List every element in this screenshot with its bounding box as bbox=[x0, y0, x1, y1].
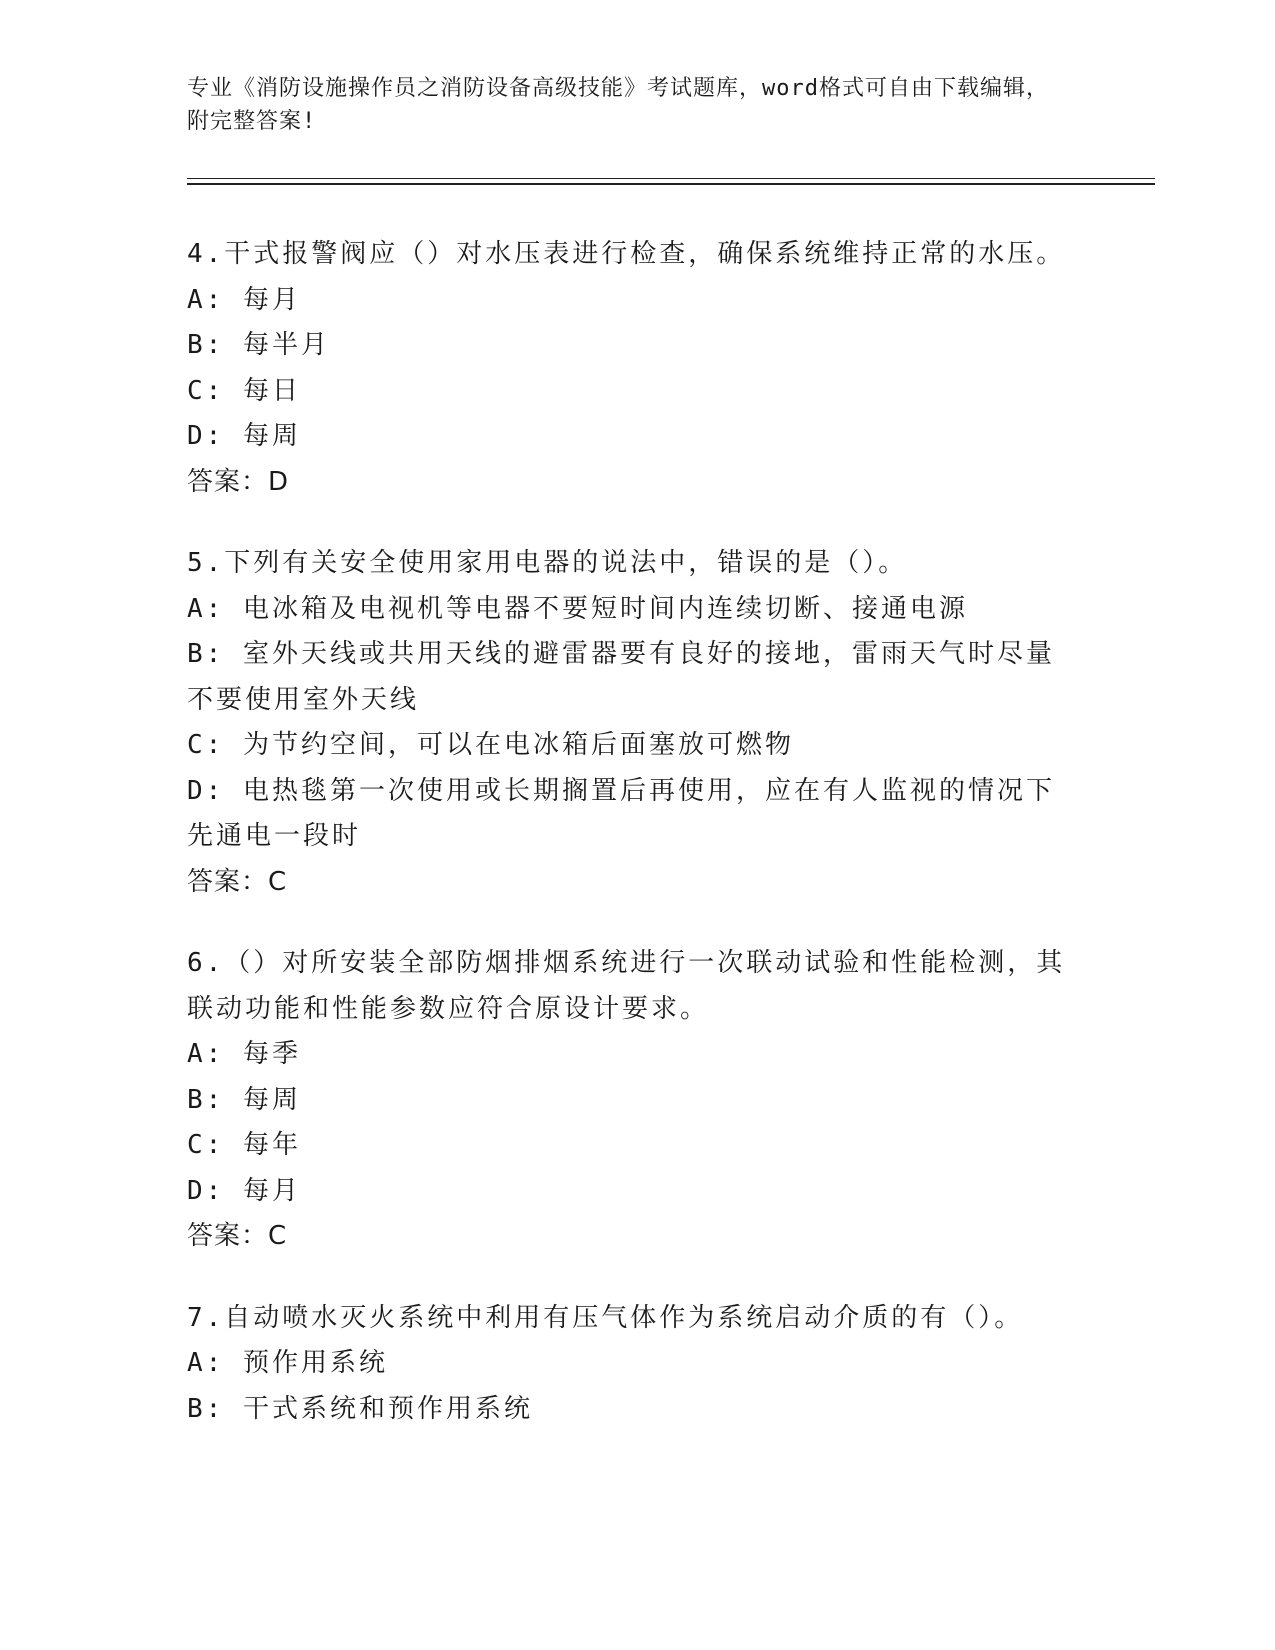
question-stem: 6.（）对所安装全部防烟排烟系统进行一次联动试验和性能检测，其联动功能和性能参数应符合原设计要求。 bbox=[187, 948, 1066, 1024]
question-stem: 4.干式报警阀应（）对水压表进行检查，确保系统维持正常的水压。 bbox=[187, 239, 1066, 269]
option-b: B: 室外天线或共用天线的避雷器要有良好的接地，雷雨天气时尽量不要使用室外天线 bbox=[187, 639, 1055, 715]
option-a: A: 每月 bbox=[187, 284, 301, 315]
question-6 bbox=[187, 941, 1077, 1260]
question-list bbox=[187, 232, 1077, 1468]
question-5 bbox=[187, 541, 1077, 905]
option-d: D: 电热毯第一次使用或长期搁置后再使用，应在有人监视的情况下先通电一段时 bbox=[187, 775, 1055, 851]
option-b: B: 每周 bbox=[187, 1084, 301, 1115]
question-4 bbox=[187, 232, 1077, 505]
option-c: C: 每日 bbox=[187, 375, 301, 406]
option-a: A: 每季 bbox=[187, 1039, 301, 1069]
option-c: C: 为节约空间，可以在电冰箱后面塞放可燃物 bbox=[187, 730, 794, 760]
question-stem: 5.下列有关安全使用家用电器的说法中，错误的是（）。 bbox=[187, 548, 908, 578]
header-divider-thick bbox=[187, 183, 1155, 185]
option-a: A: 预作用系统 bbox=[187, 1348, 388, 1378]
option-d: D: 每月 bbox=[187, 1175, 301, 1206]
option-d: D: 每周 bbox=[187, 421, 301, 451]
question-stem: 7.自动喷水灭火系统中利用有压气体作为系统启动介质的有（）。 bbox=[187, 1302, 1024, 1333]
question-7 bbox=[187, 1296, 1077, 1433]
answer-text: 答案：C bbox=[187, 1221, 288, 1251]
option-b: B: 每半月 bbox=[187, 330, 330, 360]
answer-text: 答案：C bbox=[187, 866, 288, 897]
header-intro-text: 专业《消防设施操作员之消防设备高级技能》考试题库，word格式可自由下载编辑，附完整答案! bbox=[187, 76, 1049, 134]
header-divider-thin bbox=[187, 178, 1155, 179]
option-c: C: 每年 bbox=[187, 1130, 301, 1160]
answer-text: 答案：D bbox=[187, 466, 290, 497]
option-a: A: 电冰箱及电视机等电器不要短时间内连续切断、接通电源 bbox=[187, 593, 968, 624]
option-b: B: 干式系统和预作用系统 bbox=[187, 1393, 533, 1424]
document-header bbox=[187, 72, 1067, 138]
